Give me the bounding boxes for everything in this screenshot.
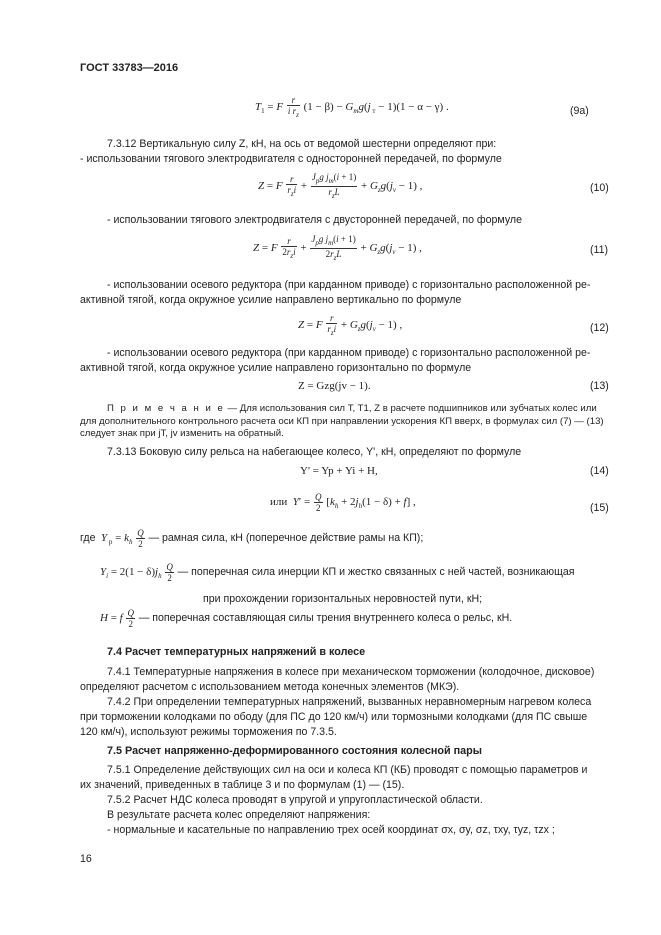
equation-number-14: (14) bbox=[590, 465, 609, 477]
list-item: - использовании осевого редуктора (при карданном приводе) с горизонтально расположенной ре- bbox=[107, 347, 591, 359]
definition-text: — рамная сила, кН (поперечное действие рамы на КП); bbox=[148, 532, 424, 545]
paragraph-continuation: определяют расчетом с использованием метода конечных элементов (МКЭ). bbox=[80, 681, 460, 693]
equation-number-11: (11) bbox=[590, 244, 609, 256]
formula-9a: $T_1 = F$ $\frac{r}{i r_z}$ $(1 - \beta) - G_тg(j$ $_т$ − 1)(1 − α − γ) . bbox=[255, 95, 449, 119]
definition-continuation: при прохождении горизонтальных неровностей пути, кН; bbox=[203, 593, 483, 605]
paragraph-continuation: 120 км/ч), используют режимы торможения по 7.3.5. bbox=[80, 726, 337, 738]
definition-h: H = f $\frac{Q}{2}$ — поперечная составляющая силы трения внутреннего колеса о рельс, кН. bbox=[100, 608, 513, 629]
list-item: - использовании тягового электродвигателя с двусторонней передачей, по формуле bbox=[107, 214, 522, 226]
list-item-continuation: активной тягой, когда окружное усилие направлено вертикально по формуле bbox=[80, 294, 462, 306]
page-number: 16 bbox=[80, 853, 92, 865]
note-text: — Для использования сил T, T1, Z в расчете подшипников или зубчатых колес или для дополнительного контрольного расчета оси КП при направлении ускорения КП вверх, в формулах сил (7) — (13) следует знак при jT, jv изменить на обратный. bbox=[80, 403, 604, 439]
equation-number-13: (13) bbox=[590, 380, 609, 392]
note-label: П р и м е ч а н и е bbox=[107, 403, 225, 414]
equation-number-12: (12) bbox=[590, 322, 609, 334]
equation-number-9a: (9a) bbox=[570, 105, 589, 117]
document-header: ГОСТ 33783—2016 bbox=[80, 62, 179, 74]
list-item: - использовании тягового электродвигателя с односторонней передачей, по формуле bbox=[80, 153, 502, 165]
or-label: или bbox=[270, 496, 288, 509]
paragraph: В результате расчета колес определяют напряжения: bbox=[107, 809, 371, 821]
paragraph-7-4-2: 7.4.2 При определении температурных напряжений, вызванных неравномерным нагревом колеса bbox=[107, 696, 592, 708]
formula-14: Y' = Yp + Yi + H, bbox=[300, 465, 378, 477]
section-heading-7-4: 7.4 Расчет температурных напряжений в колесе bbox=[107, 646, 366, 658]
paragraph-7-3-12: 7.3.12 Вертикальную силу Z, кН, на ось от ведомой шестерни определяют при: bbox=[107, 138, 497, 150]
paragraph-continuation: их значений, приведенных в таблице 3 и по формулам (1) — (15). bbox=[80, 779, 405, 791]
formula-10: Z = F $\frac{r}{r_zi}$ + $\frac{J_pg j_т(i + 1)}{r_zL}$ + $G_zg(j_v - 1)$ , bbox=[258, 172, 423, 200]
formula-15: или Y′ = $\frac{Q}{2}$ $[k_h + 2j_h(1 - \delta) + f]$ , bbox=[270, 492, 416, 513]
definition-text: — поперечная сила инерции КП и жестко связанных с ней частей, возникающая bbox=[177, 566, 575, 579]
paragraph-7-4-1: 7.4.1 Температурные напряжения в колесе при механическом торможении (колодочное, дисковое) bbox=[107, 666, 595, 678]
paragraph-continuation: при торможении колодками по ободу (для ПС до 120 км/ч) или тормозными колодками (для ПС свыше bbox=[80, 711, 588, 723]
list-item-continuation: активной тягой, когда окружное усилие направлено горизонтально по формуле bbox=[80, 362, 472, 374]
formula-12: Z = F $\frac{r}{r_zi}$ + $G_zg(j_v - 1)$ , bbox=[298, 313, 403, 337]
definition-yi: $Y_i = 2(1 - \delta)j_h$ $\frac{Q}{2}$ — поперечная сила инерции КП и жестко связанных с ней частей, возникающая bbox=[100, 562, 575, 583]
section-heading-7-5: 7.5 Расчет напряженно-деформированного состояния колесной пары bbox=[107, 745, 482, 757]
paragraph-7-5-2: 7.5.2 Расчет НДС колеса проводят в упругой и упругопластической области. bbox=[107, 794, 483, 806]
paragraph-7-5-1: 7.5.1 Определение действующих сил на оси и колеса КП (КБ) проводят с помощью параметров и bbox=[107, 764, 588, 776]
definition-text: — поперечная составляющая силы трения внутреннего колеса о рельс, кН. bbox=[138, 612, 513, 625]
equation-number-10: (10) bbox=[590, 182, 609, 194]
where-label: где bbox=[80, 532, 96, 545]
formula-13: Z = Gzg(jv − 1). bbox=[298, 380, 371, 392]
definition-yp: где Y $_p = k_h$ $\frac{Q}{2}$ — рамная сила, кН (поперечное действие рамы на КП); bbox=[80, 528, 424, 549]
list-item: - нормальные и касательные по направлению трех осей координат σx, σy, σz, τxy, τyz, τzx ; bbox=[107, 824, 555, 836]
paragraph-7-3-13: 7.3.13 Боковую силу рельса на набегающее колесо, Y', кН, определяют по формуле bbox=[107, 446, 522, 458]
formula-11: Z = F $\frac{r}{2r_zi}$ + $\frac{J_pg j_т(i + 1)}{2r_zL}$ + $G_zg(j_v - 1)$ , bbox=[253, 234, 422, 262]
note bbox=[80, 403, 613, 441]
equation-number-15: (15) bbox=[590, 502, 609, 514]
list-item: - использовании осевого редуктора (при карданном приводе) с горизонтально расположенной ре- bbox=[107, 279, 591, 291]
